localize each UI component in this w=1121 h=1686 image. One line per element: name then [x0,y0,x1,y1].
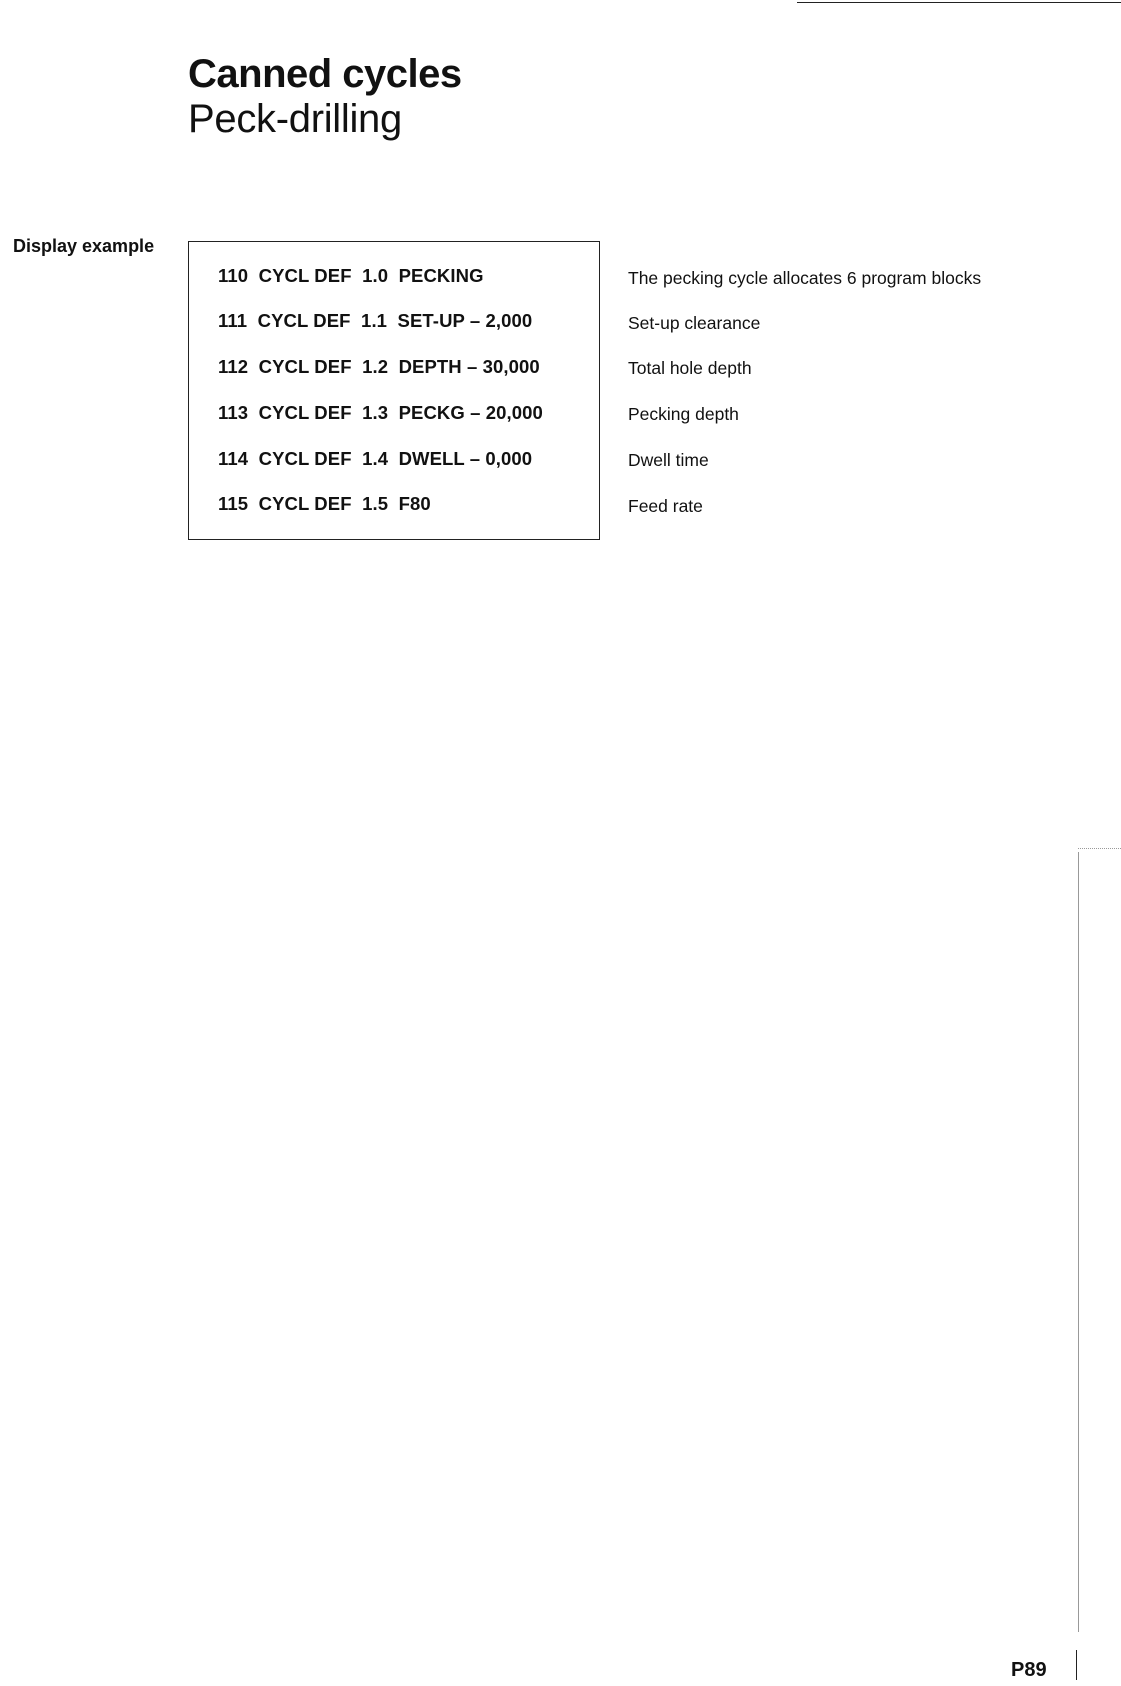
block-113-description: Pecking depth [628,404,739,424]
top-rule [797,2,1121,3]
page-title: Canned cycles [188,52,462,96]
block-114-description: Dwell time [628,450,709,470]
margin-dotted-rule [1078,848,1121,849]
section-label: Display example [13,236,155,256]
page-number-tick [1076,1650,1077,1680]
block-111-code: 111 CYCL DEF 1.1 SET-UP – 2,000 [218,310,533,331]
block-110-code: 110 CYCL DEF 1.0 PECKING [218,265,484,286]
block-112-description: Total hole depth [628,358,752,378]
page-number: P89 [1011,1659,1047,1681]
page-subtitle: Peck-drilling [188,97,402,141]
block-115-code: 115 CYCL DEF 1.5 F80 [218,493,431,514]
block-111-description: Set-up clearance [628,313,761,333]
block-115-description: Feed rate [628,496,703,516]
block-112-code: 112 CYCL DEF 1.2 DEPTH – 30,000 [218,356,540,377]
block-110-description: The pecking cycle allocates 6 program blocks [628,268,982,288]
block-114-code: 114 CYCL DEF 1.4 DWELL – 0,000 [218,448,533,469]
margin-vertical-rule [1078,852,1079,1632]
block-113-code: 113 CYCL DEF 1.3 PECKG – 20,000 [218,402,543,423]
